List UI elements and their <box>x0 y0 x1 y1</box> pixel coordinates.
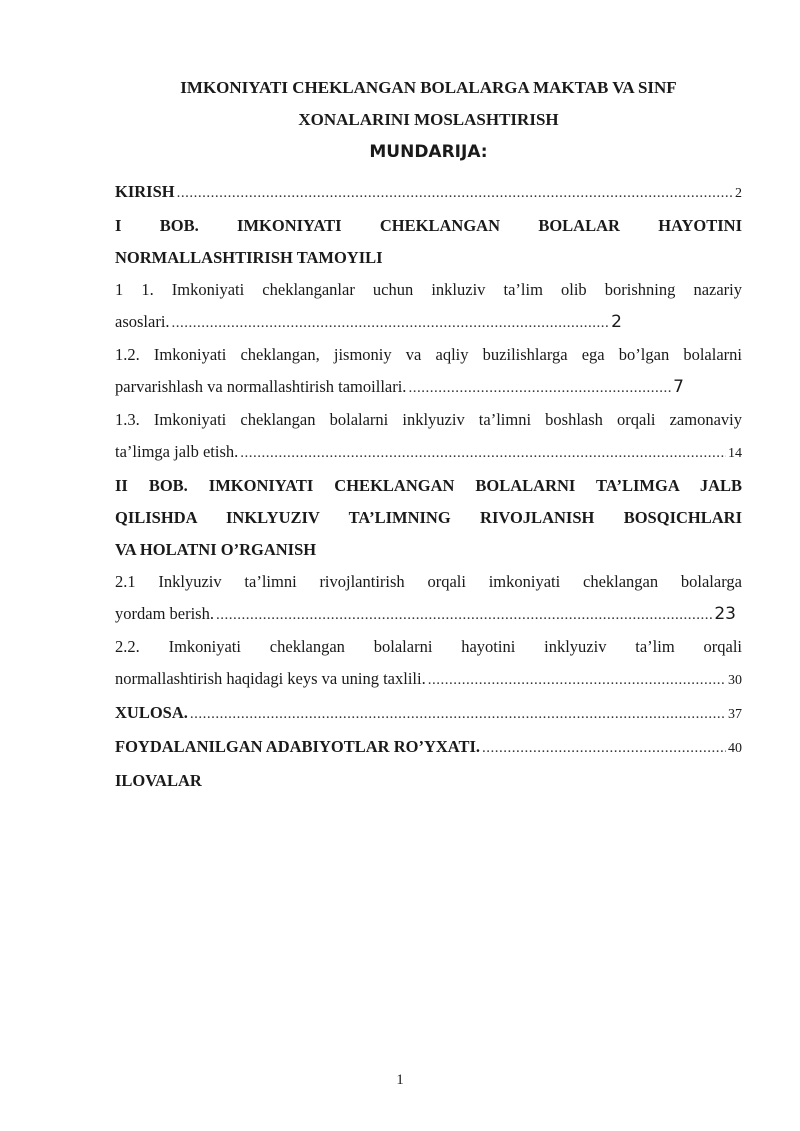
toc-entry-line <box>115 436 742 470</box>
chapter-line: QILISHDA INKLYUZIV TA’LIMNING RIVOJLANISH BOSQICHLARI <box>115 508 742 527</box>
dot-leader <box>177 177 733 209</box>
toc-chapter-2 <box>115 470 742 566</box>
dot-leader <box>408 372 671 404</box>
chapter-line: I BOB. IMKONIYATI CHEKLANGAN BOLALAR HAYOTINI <box>115 216 742 235</box>
toc-page-number: 14 <box>728 446 742 461</box>
dot-leader <box>190 698 726 730</box>
toc-entry-label: FOYDALANILGAN ADABIYOTLAR RO’YXATI. <box>115 737 481 756</box>
table-of-contents <box>115 176 742 797</box>
chapter-line: NORMALLASHTIRISH TAMOYILI <box>115 248 383 267</box>
toc-entry-line: 2.2. Imkoniyati cheklangan bolalarni hayotini inklyuziv ta’lim orqali <box>115 637 742 656</box>
toc-page-number: 30 <box>728 673 742 688</box>
document-page <box>115 0 742 797</box>
toc-entry-1-1 <box>115 274 742 339</box>
toc-entry-label: ILOVALAR <box>115 771 202 790</box>
toc-entry-xulosa <box>115 697 742 731</box>
toc-entry-line: 2.1 Inklyuziv ta’limni rivojlantirish orqali imkoniyati cheklangan bolalarga <box>115 572 742 591</box>
toc-entry-line <box>115 371 742 404</box>
toc-page-number: 2 <box>611 312 622 332</box>
toc-entry-line <box>115 306 742 339</box>
toc-entry-1-3 <box>115 404 742 470</box>
toc-page-number: 40 <box>728 741 742 756</box>
document-title-line-1: IMKONIYATI CHEKLANGAN BOLALARGA MAKTAB VA SINF <box>180 78 677 97</box>
dot-leader <box>240 437 726 469</box>
toc-entry-line: 1 1. Imkoniyati cheklanganlar uchun inkluziv ta’lim olib borishning nazariy <box>115 280 742 299</box>
toc-entry-2-1 <box>115 566 742 631</box>
toc-entry-label: yordam berish. <box>115 604 214 623</box>
toc-entry-label: normallashtirish haqidagi keys va uning taxlili. <box>115 669 426 688</box>
toc-entry-2-2 <box>115 631 742 697</box>
toc-page-number: 37 <box>728 707 742 722</box>
dot-leader <box>428 664 726 696</box>
chapter-line: II BOB. IMKONIYATI CHEKLANGAN BOLALARNI TA’LIMGA JALB <box>115 476 742 495</box>
toc-entry-label: XULOSA. <box>115 703 188 722</box>
toc-entry-line <box>115 663 742 697</box>
dot-leader <box>216 599 712 631</box>
dot-leader <box>482 732 726 764</box>
document-title-line-2: XONALARINI MOSLASHTIRISH <box>298 110 559 129</box>
toc-entry-label: KIRISH <box>115 182 175 201</box>
toc-page-number: 7 <box>673 377 684 397</box>
toc-entry-ilovalar <box>115 765 742 797</box>
chapter-line: VA HOLATNI O’RGANISH <box>115 540 317 559</box>
toc-entry-adabiyotlar <box>115 731 742 765</box>
toc-entry-label: ta’limga jalb etish. <box>115 442 239 461</box>
toc-entry-label: parvarishlash va normallashtirish tamoillari. <box>115 377 407 396</box>
toc-page-number: 23 <box>714 604 736 624</box>
toc-chapter-1 <box>115 210 742 274</box>
toc-heading: MUNDARIJA: <box>369 142 488 162</box>
toc-entry-1-2 <box>115 339 742 404</box>
toc-entry-kirish <box>115 176 742 210</box>
toc-entry-label: asoslari. <box>115 312 170 331</box>
toc-page-number: 2 <box>735 186 742 201</box>
dot-leader <box>172 307 610 339</box>
toc-entry-line <box>115 598 742 631</box>
toc-entry-line: 1.2. Imkoniyati cheklangan, jismoniy va aqliy buzilishlarga ega bo’lgan bolalarni <box>115 345 742 364</box>
page-number: 1 <box>396 1072 404 1088</box>
toc-entry-line: 1.3. Imkoniyati cheklangan bolalarni inklyuziv ta’limni boshlash orqali zamonaviy <box>115 410 742 429</box>
